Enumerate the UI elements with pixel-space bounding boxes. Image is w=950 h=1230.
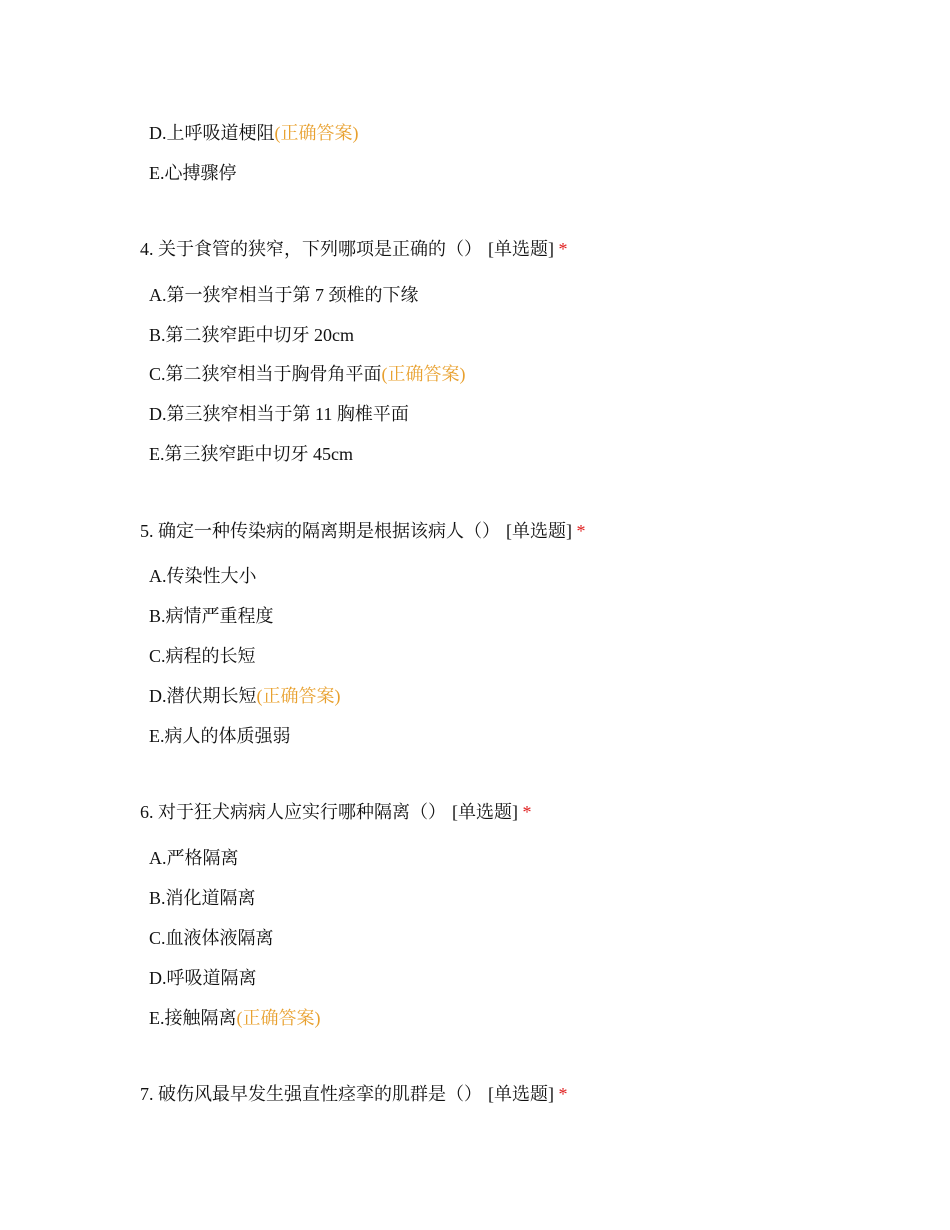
question-6-title [140, 800, 532, 824]
question-text: 4. 关于食管的狭窄，下列哪项是正确的（） [140, 239, 482, 259]
option-5-b [149, 604, 274, 628]
option-text: D.潜伏期长短 [149, 686, 257, 706]
required-mark: * [576, 521, 586, 541]
option-text: C.第二狭窄相当于胸骨角平面 [149, 364, 382, 384]
question-7-title [140, 1082, 568, 1106]
correct-answer-mark: (正确答案) [381, 364, 466, 384]
option-text: D.呼吸道隔离 [149, 968, 257, 988]
question-text: 6. 对于狂犬病病人应实行哪种隔离（） [140, 802, 446, 822]
option-text: E.第三狭窄距中切牙 45cm [149, 444, 353, 464]
option-6-a [149, 846, 239, 870]
required-mark: * [522, 802, 532, 822]
question-4-title [140, 237, 568, 261]
option-text: B.消化道隔离 [149, 888, 256, 908]
option-5-c [149, 644, 256, 668]
option-text: C.病程的长短 [149, 646, 256, 666]
option-3-e [149, 161, 237, 185]
question-5-title [140, 519, 586, 543]
option-4-c [149, 362, 466, 386]
question-type: [单选题] [488, 239, 554, 259]
option-text: E.接触隔离 [149, 1008, 237, 1028]
option-4-a [149, 283, 419, 307]
option-text: A.第一狭窄相当于第 7 颈椎的下缘 [149, 285, 419, 305]
required-mark: * [558, 1084, 568, 1104]
question-text: 5. 确定一种传染病的隔离期是根据该病人（） [140, 521, 500, 541]
option-text: A.严格隔离 [149, 848, 239, 868]
option-text: B.病情严重程度 [149, 606, 274, 626]
question-type: [单选题] [488, 1084, 554, 1104]
option-5-a [149, 564, 257, 588]
option-4-b [149, 323, 354, 347]
option-text: E.心搏骤停 [149, 163, 237, 183]
option-4-e [149, 442, 353, 466]
option-text: D.第三狭窄相当于第 11 胸椎平面 [149, 404, 409, 424]
option-5-e [149, 724, 291, 748]
question-text: 7. 破伤风最早发生强直性痉挛的肌群是（） [140, 1084, 482, 1104]
option-5-d [149, 684, 341, 708]
correct-answer-mark: (正确答案) [236, 1008, 321, 1028]
option-6-d [149, 966, 257, 990]
option-text: E.病人的体质强弱 [149, 726, 291, 746]
option-6-e [149, 1006, 321, 1030]
correct-answer-mark: (正确答案) [274, 123, 359, 143]
correct-answer-mark: (正确答案) [256, 686, 341, 706]
option-3-d [149, 121, 359, 145]
option-4-d [149, 402, 409, 426]
question-type: [单选题] [506, 521, 572, 541]
question-type: [单选题] [452, 802, 518, 822]
required-mark: * [558, 239, 568, 259]
option-text: A.传染性大小 [149, 566, 257, 586]
option-text: D.上呼吸道梗阻 [149, 123, 275, 143]
option-6-c [149, 926, 274, 950]
option-text: C.血液体液隔离 [149, 928, 274, 948]
option-6-b [149, 886, 256, 910]
option-text: B.第二狭窄距中切牙 20cm [149, 325, 354, 345]
